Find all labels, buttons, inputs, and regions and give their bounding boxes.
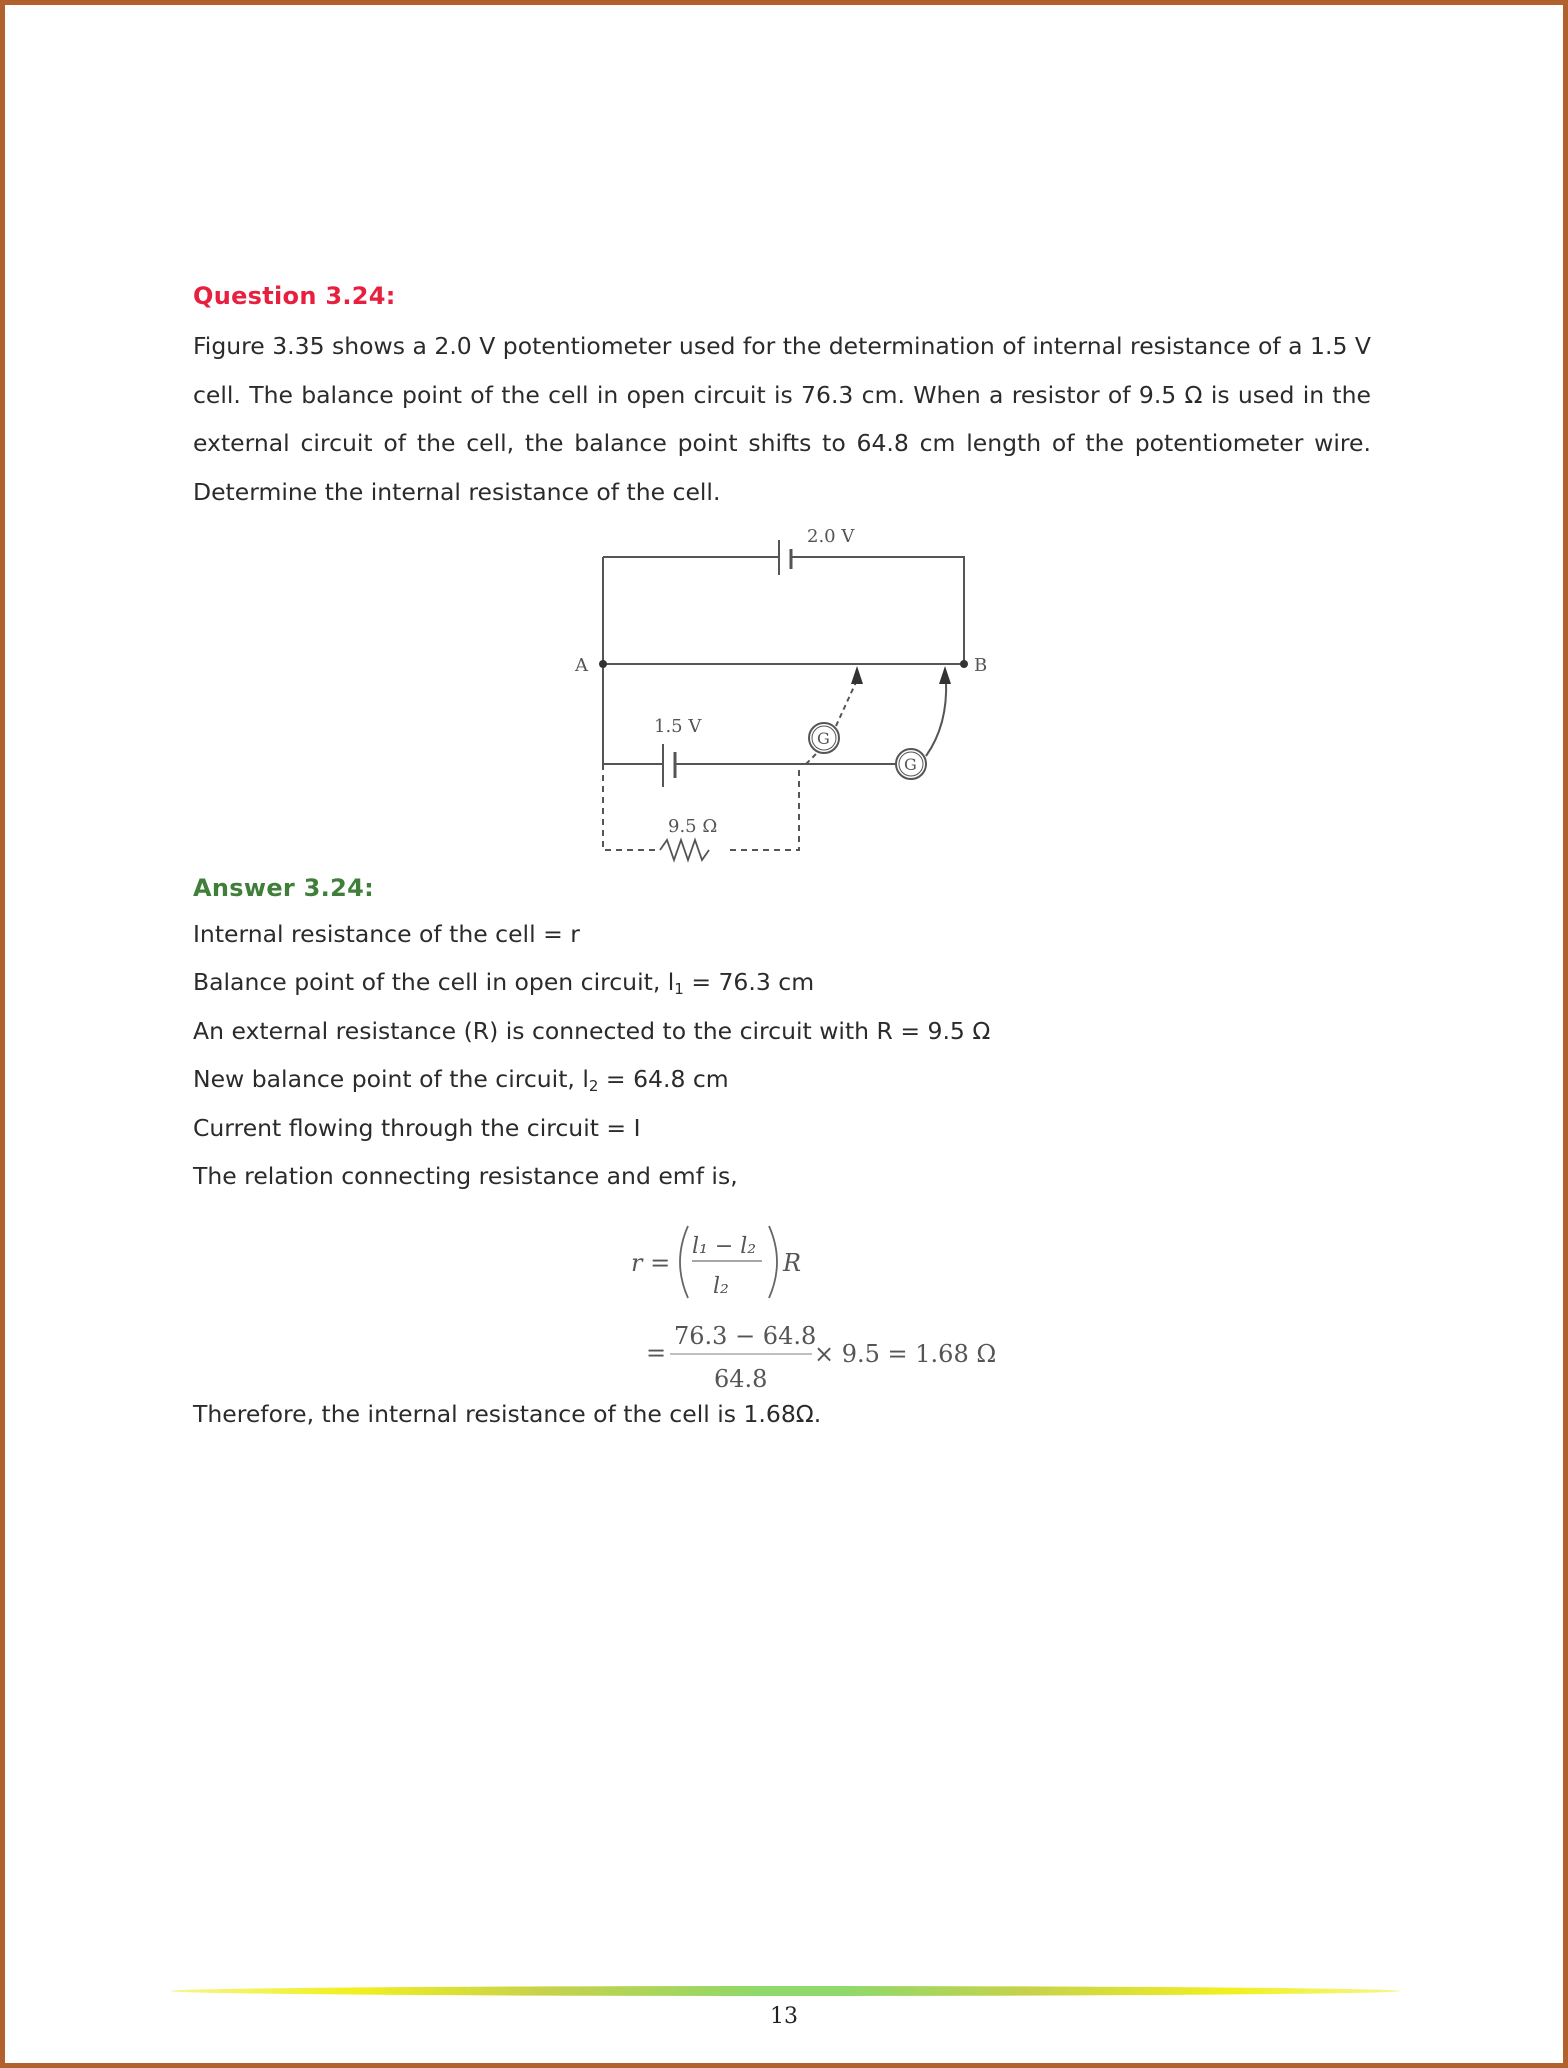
- resistor-label: 9.5 Ω: [668, 816, 718, 837]
- galvanometer-2-label: G: [904, 755, 917, 774]
- test-cell-label: 1.5 V: [654, 716, 702, 737]
- left-paren-icon: [680, 1226, 688, 1298]
- formula-frac1-denominator: l₂: [713, 1274, 729, 1299]
- formula-frac1-numerator: l₁ − l₂: [692, 1234, 757, 1259]
- formula-multiplier: R: [783, 1249, 802, 1277]
- galvanometer-1-label: G: [817, 729, 830, 748]
- answer-line-4: New balance point of the circuit, $l_2 = 64.8$ cm: [193, 1065, 729, 1095]
- answer-line-6: The relation connecting resistance and emf is,: [193, 1162, 738, 1190]
- answer-line-5: Current flowing through the circuit = I: [193, 1114, 641, 1142]
- node-a-dot: [599, 660, 607, 668]
- formula-lhs: r =: [631, 1249, 671, 1277]
- question-body: Figure 3.35 shows a 2.0 V potentiometer used for the determination of internal resistance of a 1.5 V cell. The balance point of the cell in open circuit is 76.3 cm. When a resistor of 9.5 Ω is used in the external circuit of the cell, the balance point shifts to 64.8 cm length of the potentiometer wire. Determine the internal resistance of the cell.: [193, 332, 1371, 506]
- answer-conclusion: Therefore, the internal resistance of the cell is 1.68Ω.: [193, 1400, 822, 1428]
- node-b-label: B: [974, 655, 988, 676]
- right-paren-icon: [769, 1226, 777, 1298]
- formula-result: × 9.5 = 1.68 Ω: [814, 1340, 997, 1368]
- formula-block: [620, 1210, 1040, 1390]
- formula-frac2-denominator: 64.8: [714, 1365, 768, 1390]
- formula-frac2-numerator: 76.3 − 64.8: [674, 1322, 817, 1350]
- page-number: 13: [770, 2004, 798, 2029]
- resistor-zigzag: [660, 840, 709, 860]
- top-wire-right: [791, 557, 964, 664]
- node-b-dot: [960, 660, 968, 668]
- driver-cell-label: 2.0 V: [807, 526, 855, 547]
- jockey-solid: [926, 680, 946, 756]
- answer-line-1: Internal resistance of the cell = r: [193, 920, 580, 948]
- potentiometer-circuit-diagram: [560, 515, 1020, 875]
- formula-eq2: =: [646, 1339, 667, 1367]
- footer-divider: [170, 1986, 1400, 1996]
- answer-heading: Answer 3.24:: [193, 874, 374, 902]
- answer-line-3: An external resistance (R) is connected to the circuit with R = 9.5 Ω: [193, 1017, 991, 1045]
- node-a-label: A: [575, 655, 588, 676]
- answer-line-2: Balance point of the cell in open circuit, $l_1 = 76.3$ cm: [193, 968, 815, 998]
- jockey-dashed: [836, 680, 857, 726]
- question-heading: Question 3.24:: [193, 282, 396, 310]
